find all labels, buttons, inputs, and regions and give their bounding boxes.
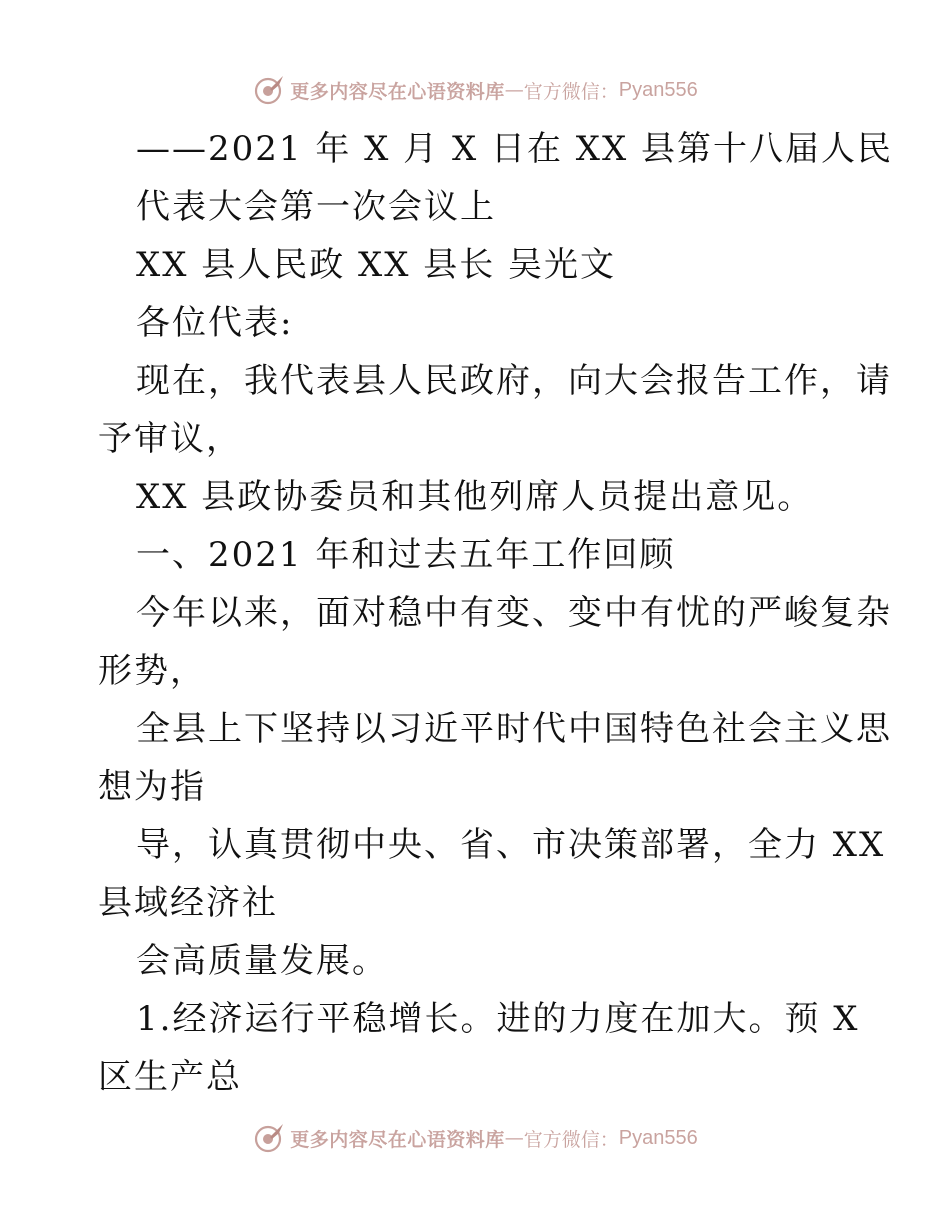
watermark-dash: —: [504, 1127, 524, 1149]
watermark-main-text: 更多内容尽在心语资料库: [290, 1128, 505, 1151]
watermark-wechat-id: Pyan556: [618, 1126, 698, 1149]
text-line: XX 县政协委员和其他列席人员提出意见。: [136, 477, 814, 517]
watermark-main-text: 更多内容尽在心语资料库: [290, 80, 505, 103]
document-body: [98, 120, 894, 1106]
watermark-wechat-label: 官方微信：: [523, 1128, 619, 1151]
text-line: 一、2021 年和过去五年工作回顾: [136, 535, 676, 575]
text-line: ——2021 年 X 月 X 日在 XX 县第十八届人民: [136, 129, 894, 169]
quill-logo-icon: [252, 73, 286, 107]
text-line: 各位代表:: [136, 303, 294, 343]
watermark-wechat-label: 官方微信：: [523, 80, 619, 103]
text-line: 区生产总: [98, 1057, 242, 1097]
text-line: 现在，我代表县人民政府，向大会报告工作，请: [136, 361, 892, 401]
quill-logo-icon: [252, 1121, 286, 1155]
text-line: 形势，: [98, 651, 206, 691]
text-line: 1.经济运行平稳增长。进的力度在加大。预 X: [136, 999, 860, 1039]
text-line: 县域经济社: [98, 883, 278, 923]
text-line: 会高质量发展。: [136, 941, 388, 981]
text-line: 予审议，: [98, 419, 242, 459]
header-watermark: [0, 70, 950, 110]
footer-watermark: [0, 1118, 950, 1158]
text-line: 全县上下坚持以习近平时代中国特色社会主义思: [136, 709, 892, 749]
text-line: 代表大会第一次会议上: [136, 187, 496, 227]
text-line: XX 县人民政 XX 县长 吴光文: [136, 245, 617, 285]
watermark-dash: —: [504, 79, 524, 101]
text-line: 想为指: [98, 767, 206, 807]
text-line: 今年以来，面对稳中有变、变中有忧的严峻复杂: [136, 593, 892, 633]
watermark-wechat-id: Pyan556: [618, 78, 698, 101]
text-line: 导，认真贯彻中央、省、市决策部署，全力 XX: [136, 825, 886, 865]
